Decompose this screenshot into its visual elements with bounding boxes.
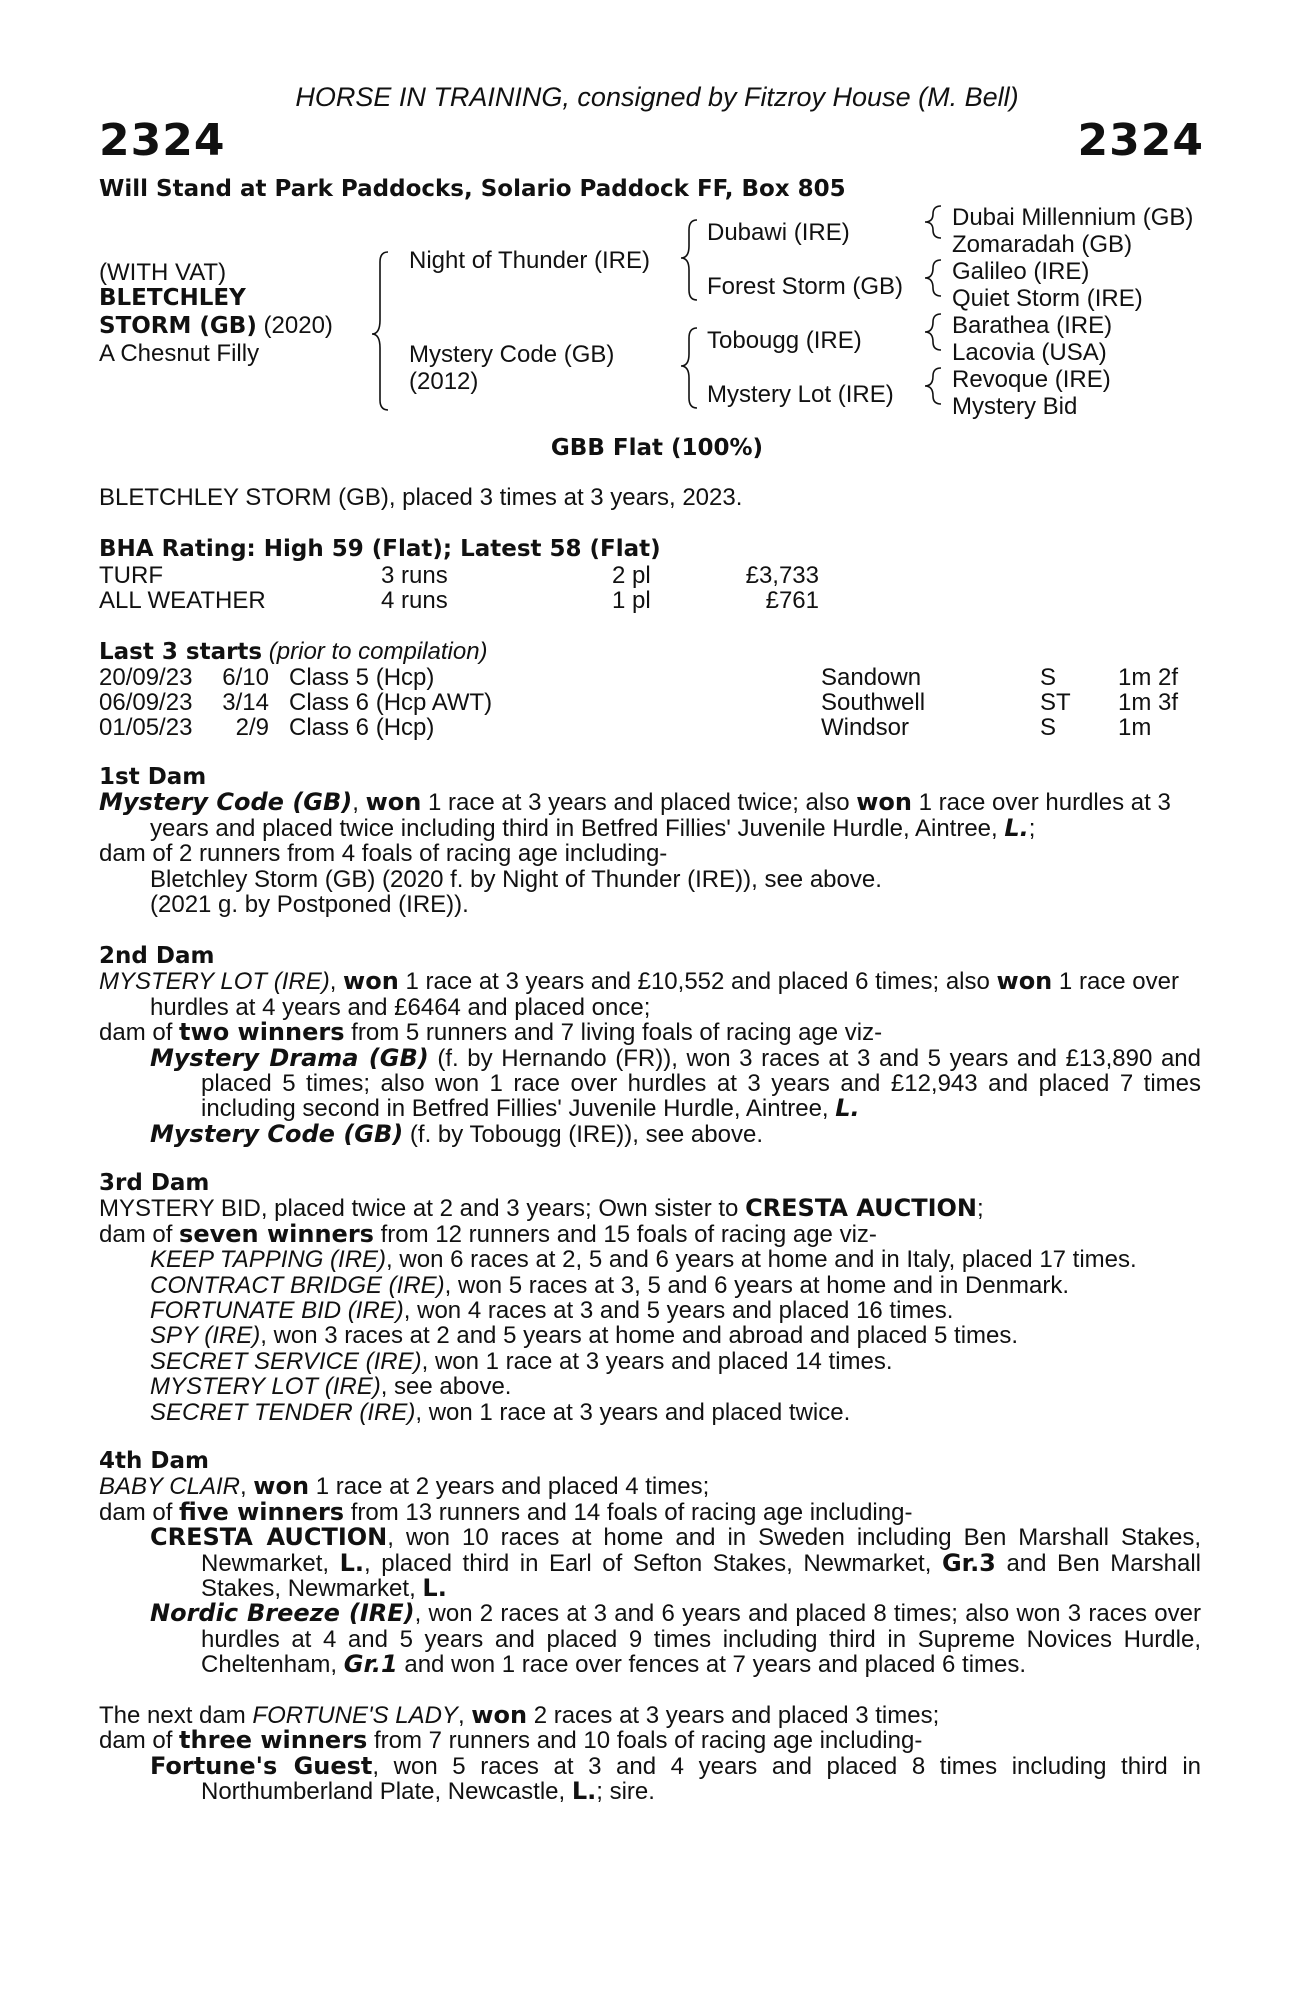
produce-entry: Mystery Drama (GB) (f. by Hernando (FR)), won 3 races at 3 and 5 years and £13,890 and placed 5 times; also won 1 race over hurdles at 3 years and £12,943 and placed 7 times including second in Betfred Fillies' Juvenile Hurdle, Aintree, L. xyxy=(150,1043,1201,1123)
last-starts-heading: Last 3 starts (prior to compilation) xyxy=(99,638,488,665)
section-heading: 4th Dam xyxy=(99,1448,209,1474)
produce-entry: Fortune's Guest, won 5 races at 3 and 4 years and placed 8 times including third in Northumberland Plate, Newcastle, L.; sire. xyxy=(150,1751,1201,1806)
dam-record: The next dam FORTUNE'S LADY, won 2 races at 3 years and placed 3 times; xyxy=(99,1701,940,1729)
produce-entry: CRESTA AUCTION, won 10 races at home and in Sweden including Ben Marshall Stakes, Newmarket, L., placed third in Earl of Sefton Stakes, Newmarket, Gr.3 and Ben Marshall Stakes, Newmarket, L. xyxy=(150,1523,1202,1603)
dam-produce-summary: dam of 2 runners from 4 foals of racing age including- xyxy=(99,840,668,868)
produce-entry: SPY (IRE), won 3 races at 2 and 5 years at home and abroad and placed 5 times. xyxy=(150,1322,1019,1350)
dam-record: BABY CLAIR, won 1 race at 2 years and placed 4 times; xyxy=(99,1472,710,1501)
produce-entry: MYSTERY LOT (IRE), see above. xyxy=(150,1373,512,1401)
fourth-dam-section xyxy=(99,1449,1201,1678)
second-dam-section xyxy=(99,944,1201,1147)
pedigree-dam-year: (2012) xyxy=(409,368,479,395)
produce-entry: (2021 g. by Postponed (IRE)). xyxy=(150,891,469,919)
next-dam-section xyxy=(99,1703,1201,1805)
gbb-status: GBB Flat (100%) xyxy=(550,435,764,461)
produce-entry: SECRET SERVICE (IRE), won 1 race at 3 years and placed 14 times. xyxy=(150,1347,893,1375)
produce-entry: KEEP TAPPING (IRE), won 6 races at 2, 5 and 6 years at home and in Italy, placed 17 times. xyxy=(150,1246,1137,1274)
third-dam-section xyxy=(99,1171,1201,1425)
horse-name-line2: STORM (GB) (2020) xyxy=(99,312,333,339)
pedigree-sire: Night of Thunder (IRE) xyxy=(409,247,650,274)
lot-number-left: 2324 xyxy=(99,115,226,166)
dam-produce-summary: dam of three winners from 7 runners and 10 foals of racing age including- xyxy=(99,1726,923,1755)
dam-produce-summary: dam of seven winners from 12 runners and 15 foals of racing age viz- xyxy=(99,1219,877,1248)
pedigree-g6: Lacovia (USA) xyxy=(952,339,1107,366)
section-heading: 2nd Dam xyxy=(99,943,215,969)
produce-entry: CONTRACT BRIDGE (IRE), won 5 races at 3, 5 and 6 years at home and in Denmark. xyxy=(150,1271,1070,1299)
produce-entry: SECRET TENDER (IRE), won 1 race at 3 years and placed twice. xyxy=(150,1398,851,1426)
pedigree-g3: Galileo (IRE) xyxy=(952,258,1090,285)
produce-entry: Nordic Breeze (IRE), won 2 races at 3 and 6 years and placed 8 times; also won 3 races over hurdles at 4 and 5 years and placed 9 times including third in Supreme Novices Hurdle, Cheltenham, Gr.1 and won 1 race over fences at 7 years and placed 6 times. xyxy=(150,1599,1201,1679)
produce-entry: Mystery Code (GB) (f. by Tobougg (IRE)), see above. xyxy=(150,1119,763,1148)
pedigree-g2: Zomaradah (GB) xyxy=(952,231,1133,258)
pedigree-sire-sire: Dubawi (IRE) xyxy=(707,219,850,246)
produce-entry: FORTUNATE BID (IRE), won 4 races at 3 and 5 years and placed 16 times. xyxy=(150,1297,954,1325)
dam-record: MYSTERY LOT (IRE), won 1 race at 3 years and £10,552 and placed 6 times; also won 1 race over hurdles at 4 years and £6464 and placed once; xyxy=(99,967,1179,1021)
lot-number-right: 2324 xyxy=(1077,115,1204,166)
pedigree-sire-dam: Forest Storm (GB) xyxy=(707,273,904,300)
pedigree-g5: Barathea (IRE) xyxy=(952,312,1113,339)
catalogue-header: HORSE IN TRAINING, consigned by Fitzroy House (M. Bell) xyxy=(295,82,1019,112)
dam-produce-summary: dam of two winners from 5 runners and 7 living foals of racing age viz- xyxy=(99,1018,883,1047)
stabling-location: Will Stand at Park Paddocks, Solario Paddock FF, Box 805 xyxy=(99,176,846,202)
pedigree-g8: Mystery Bid xyxy=(952,393,1078,420)
first-dam-section xyxy=(99,765,1201,917)
pedigree-dam-sire: Tobougg (IRE) xyxy=(707,327,862,354)
dam-record: MYSTERY BID, placed twice at 2 and 3 years; Own sister to CRESTA AUCTION; xyxy=(99,1194,984,1223)
produce-entry: Bletchley Storm (GB) (2020 f. by Night of Thunder (IRE)), see above. xyxy=(150,865,882,893)
dam-produce-summary: dam of five winners from 13 runners and 14 foals of racing age including- xyxy=(99,1497,913,1526)
race-summary: BLETCHLEY STORM (GB), placed 3 times at 3 years, 2023. xyxy=(99,484,743,511)
pedigree-g7: Revoque (IRE) xyxy=(952,366,1111,393)
bha-rating-heading: BHA Rating: High 59 (Flat); Latest 58 (Flat) xyxy=(99,536,661,562)
pedigree-dam: Mystery Code (GB) xyxy=(409,341,615,368)
horse-description: A Chesnut Filly xyxy=(99,340,260,367)
section-heading: 3rd Dam xyxy=(99,1170,210,1196)
dam-record: Mystery Code (GB), won 1 race at 3 years and placed twice; also won 1 race over hurdles at 3 years and placed twice including third in Betfred Fillies' Juvenile Hurdle, Aintree, L.; xyxy=(99,788,1171,842)
pedigree-g1: Dubai Millennium (GB) xyxy=(952,204,1194,231)
section-heading: 1st Dam xyxy=(99,764,207,790)
vat-status: (WITH VAT) xyxy=(99,259,227,286)
horse-name-line1: BLETCHLEY xyxy=(99,285,246,311)
pedigree-dam-dam: Mystery Lot (IRE) xyxy=(707,381,894,408)
pedigree-g4: Quiet Storm (IRE) xyxy=(952,285,1143,312)
